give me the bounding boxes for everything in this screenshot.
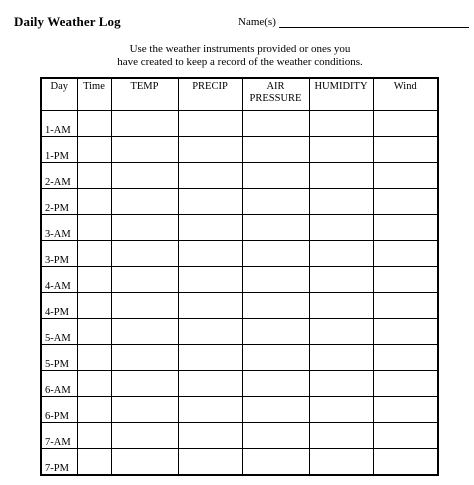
table-row xyxy=(41,423,438,449)
table-row xyxy=(41,215,438,241)
instructions xyxy=(40,43,440,69)
col-header-time: Time xyxy=(77,78,111,111)
time-cell[interactable] xyxy=(77,267,111,293)
precip-cell[interactable] xyxy=(178,241,242,267)
wind-cell[interactable] xyxy=(373,189,438,215)
day-cell: 7-PM xyxy=(41,449,77,476)
air-pressure-cell[interactable] xyxy=(242,189,309,215)
temp-cell[interactable] xyxy=(111,111,178,137)
day-cell: 1-PM xyxy=(41,137,77,163)
time-cell[interactable] xyxy=(77,215,111,241)
temp-cell[interactable] xyxy=(111,423,178,449)
col-header-wind: Wind xyxy=(373,78,438,111)
air-pressure-cell[interactable] xyxy=(242,371,309,397)
precip-cell[interactable] xyxy=(178,345,242,371)
air-pressure-cell[interactable] xyxy=(242,215,309,241)
humidity-cell[interactable] xyxy=(309,345,373,371)
precip-cell[interactable] xyxy=(178,137,242,163)
precip-cell[interactable] xyxy=(178,423,242,449)
day-cell: 6-PM xyxy=(41,397,77,423)
temp-cell[interactable] xyxy=(111,163,178,189)
time-cell[interactable] xyxy=(77,189,111,215)
time-cell[interactable] xyxy=(77,111,111,137)
names-field xyxy=(238,16,469,28)
air-pressure-cell[interactable] xyxy=(242,163,309,189)
wind-cell[interactable] xyxy=(373,267,438,293)
table-row xyxy=(41,293,438,319)
temp-cell[interactable] xyxy=(111,397,178,423)
names-blank-line xyxy=(279,17,469,28)
table-row xyxy=(41,267,438,293)
wind-cell[interactable] xyxy=(373,397,438,423)
precip-cell[interactable] xyxy=(178,267,242,293)
wind-cell[interactable] xyxy=(373,449,438,476)
col-header-day: Day xyxy=(41,78,77,111)
humidity-cell[interactable] xyxy=(309,163,373,189)
humidity-cell[interactable] xyxy=(309,267,373,293)
time-cell[interactable] xyxy=(77,137,111,163)
time-cell[interactable] xyxy=(77,371,111,397)
table-row xyxy=(41,345,438,371)
table-row xyxy=(41,163,438,189)
table-row xyxy=(41,137,438,163)
temp-cell[interactable] xyxy=(111,137,178,163)
day-cell: 3-PM xyxy=(41,241,77,267)
precip-cell[interactable] xyxy=(178,163,242,189)
time-cell[interactable] xyxy=(77,449,111,476)
table-row xyxy=(41,189,438,215)
air-pressure-cell[interactable] xyxy=(242,111,309,137)
table-row xyxy=(41,319,438,345)
humidity-cell[interactable] xyxy=(309,397,373,423)
humidity-cell[interactable] xyxy=(309,111,373,137)
day-cell: 5-AM xyxy=(41,319,77,345)
time-cell[interactable] xyxy=(77,397,111,423)
precip-cell[interactable] xyxy=(178,371,242,397)
col-header-air-pressure xyxy=(242,78,309,111)
precip-cell[interactable] xyxy=(178,449,242,476)
instructions-line-1: Use the weather instruments provided or ones you xyxy=(129,43,351,55)
wind-cell[interactable] xyxy=(373,293,438,319)
temp-cell[interactable] xyxy=(111,267,178,293)
table-row xyxy=(41,111,438,137)
temp-cell[interactable] xyxy=(111,371,178,397)
temp-cell[interactable] xyxy=(111,345,178,371)
air-pressure-cell[interactable] xyxy=(242,137,309,163)
log-body xyxy=(41,111,438,476)
table-row xyxy=(41,449,438,476)
day-cell: 2-AM xyxy=(41,163,77,189)
table-row xyxy=(41,241,438,267)
weather-log-table xyxy=(40,77,439,476)
wind-cell[interactable] xyxy=(373,111,438,137)
instructions-line-2: have created to keep a record of the weather conditions. xyxy=(117,56,363,68)
col-header-precip: PRECIP xyxy=(178,78,242,111)
wind-cell[interactable] xyxy=(373,137,438,163)
air-pressure-cell[interactable] xyxy=(242,241,309,267)
time-cell[interactable] xyxy=(77,163,111,189)
day-cell: 7-AM xyxy=(41,423,77,449)
air-pressure-cell[interactable] xyxy=(242,397,309,423)
air-pressure-cell[interactable] xyxy=(242,293,309,319)
precip-cell[interactable] xyxy=(178,397,242,423)
time-cell[interactable] xyxy=(77,319,111,345)
humidity-cell[interactable] xyxy=(309,137,373,163)
day-cell: 3-AM xyxy=(41,215,77,241)
time-cell[interactable] xyxy=(77,241,111,267)
page-title: Daily Weather Log xyxy=(14,14,121,29)
air-pressure-cell[interactable] xyxy=(242,267,309,293)
precip-cell[interactable] xyxy=(178,111,242,137)
precip-cell[interactable] xyxy=(178,319,242,345)
humidity-cell[interactable] xyxy=(309,293,373,319)
precip-cell[interactable] xyxy=(178,215,242,241)
names-label: Name(s) xyxy=(238,16,276,28)
time-cell[interactable] xyxy=(77,423,111,449)
header-row xyxy=(41,78,438,111)
wind-cell[interactable] xyxy=(373,163,438,189)
precip-cell[interactable] xyxy=(178,189,242,215)
wind-cell[interactable] xyxy=(373,241,438,267)
table-row xyxy=(41,397,438,423)
day-cell: 1-AM xyxy=(41,111,77,137)
day-cell: 4-AM xyxy=(41,267,77,293)
humidity-cell[interactable] xyxy=(309,189,373,215)
wind-cell[interactable] xyxy=(373,371,438,397)
air-pressure-cell[interactable] xyxy=(242,345,309,371)
temp-cell[interactable] xyxy=(111,241,178,267)
temp-cell[interactable] xyxy=(111,215,178,241)
temp-cell[interactable] xyxy=(111,449,178,476)
air-pressure-cell[interactable] xyxy=(242,423,309,449)
humidity-cell[interactable] xyxy=(309,423,373,449)
col-header-air-line1: AIR xyxy=(266,81,285,92)
wind-cell[interactable] xyxy=(373,319,438,345)
time-cell[interactable] xyxy=(77,293,111,319)
col-header-temp: TEMP xyxy=(111,78,178,111)
humidity-cell[interactable] xyxy=(309,215,373,241)
col-header-humidity: HUMIDITY xyxy=(309,78,373,111)
wind-cell[interactable] xyxy=(373,345,438,371)
time-cell[interactable] xyxy=(77,345,111,371)
humidity-cell[interactable] xyxy=(309,319,373,345)
col-header-air-line2: PRESSURE xyxy=(249,93,302,104)
table-row xyxy=(41,371,438,397)
temp-cell[interactable] xyxy=(111,293,178,319)
temp-cell[interactable] xyxy=(111,319,178,345)
air-pressure-cell[interactable] xyxy=(242,319,309,345)
air-pressure-cell[interactable] xyxy=(242,449,309,476)
wind-cell[interactable] xyxy=(373,215,438,241)
humidity-cell[interactable] xyxy=(309,449,373,476)
day-cell: 5-PM xyxy=(41,345,77,371)
day-cell: 6-AM xyxy=(41,371,77,397)
humidity-cell[interactable] xyxy=(309,241,373,267)
day-cell: 2-PM xyxy=(41,189,77,215)
precip-cell[interactable] xyxy=(178,293,242,319)
humidity-cell[interactable] xyxy=(309,371,373,397)
day-cell: 4-PM xyxy=(41,293,77,319)
temp-cell[interactable] xyxy=(111,189,178,215)
wind-cell[interactable] xyxy=(373,423,438,449)
